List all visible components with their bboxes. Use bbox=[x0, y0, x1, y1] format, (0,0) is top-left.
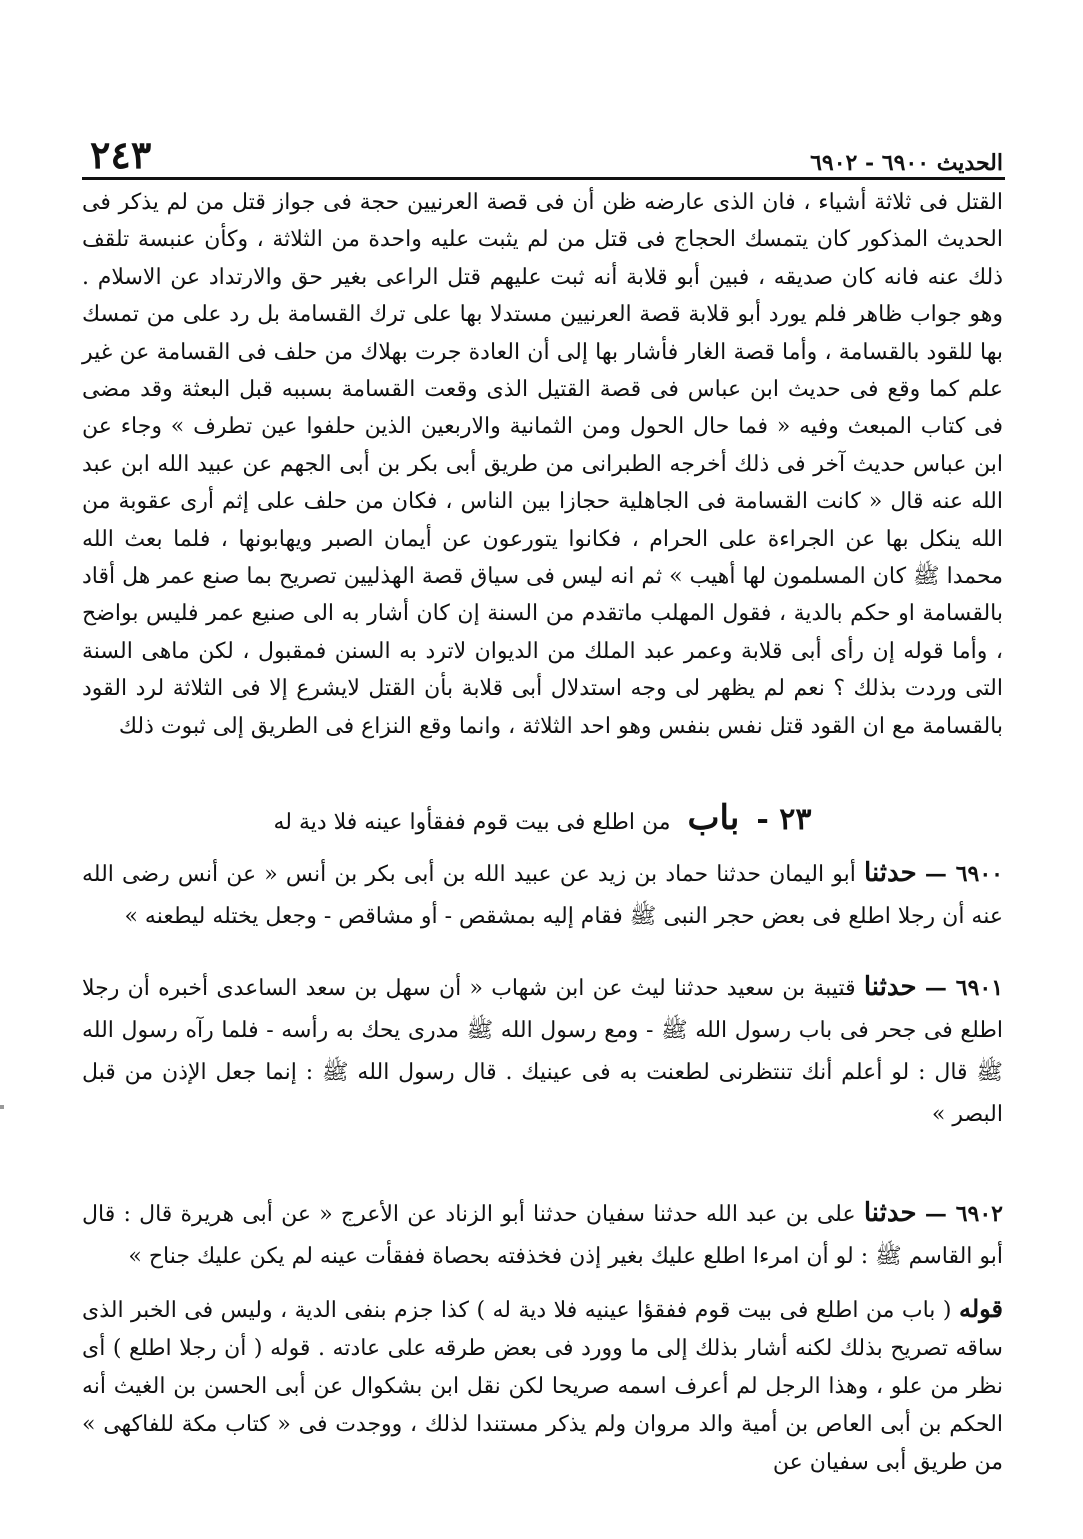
commentary-paragraph-bottom bbox=[82, 1290, 1003, 1482]
hadith-haddathana: حدثنا bbox=[863, 1198, 917, 1228]
hadith-number: ٦٩٠٢ — bbox=[924, 1201, 1003, 1227]
commentary-paragraph-top: القتل فى ثلاثة أشياء ، فان الذى عارضه ظن أن فى قصة العرنيين حجة فى جواز قتل من لم يذكر فى الحديث المذكور كان يتمسك الحجاج فى قتل من لم يثبت عليه واحدة من الثلاثة ، وكأن عنبسة تلقف ذلك عنه فانه كان صديقه ، فبين أبو قلابة أنه ثبت عليهم قتل الراعى بغير حق والارتداد عن الاسلام . وهو جواب ظاهر فلم يورد أبو قلابة قصة العرنيين مستدلا بها على ترك القسامة بل رد على من تمسك بها للقود بالقسامة ، وأما قصة الغار فأشار بها إلى أن العادة جرت بهلاك من حلف فى القسامة عن غير علم كما وقع فى حديث ابن عباس فى قصة القتيل الذى وقعت القسامة بسببه قبل البعثة وقد مضى فى كتاب المبعث وفيه « فما حال الحول ومن الثمانية والاربعين الذين حلفوا عين تطرف » وجاء عن ابن عباس حديث آخر فى ذلك أخرجه الطبرانى من طريق أبى بكر بن أبى الجهم عن عبيد الله ابن عبد الله عنه قال « كانت القسامة فى الجاهلية حجازا بين الناس ، فكان من حلف على إثم أرى عقوبة من الله ينكل بها عن الجراءة على الحرام ، فكانوا يتورعون عن أيمان الصبر ويهابونها ، فلما بعث الله محمدا ﷺ كان المسلمون لها أهيب » ثم انه ليس فى سياق قصة الهذليين تصريح بما صنع عمر هل أقاد بالقسامة او حكم بالدية ، فقول المهلب ماتقدم من السنة إن كان أشار به الى صنيع عمر فليس بواضح ، وأما قوله إن رأى أبى قلابة وعمر عبد الملك من الديوان لاترد به السنن فمقبول ، لكن ماهى السنة التى وردت بذلك ؟ نعم لم يظهر لى وجه استدلال أبى قلابة بأن القتل لايشرع إلا فى الثلاثة لرد القود بالقسامة مع ان القود قتل نفس بنفس وهو احد الثلاثة ، وانما وقع النزاع فى الطريق إلى ثبوت ذلك bbox=[82, 190, 1004, 739]
hadith-haddathana: حدثنا bbox=[863, 972, 917, 1002]
hadith-number: ٦٩٠١ — bbox=[924, 975, 1004, 1001]
hadith-6902 bbox=[82, 1192, 1003, 1278]
hadith-text: قتيبة بن سعيد حدثنا ليث عن ابن شهاب « أن سهل بن سعد الساعدى أخبره أن رجلا اطلع فى جحر فى باب رسول الله ﷺ - ومع رسول الله ﷺ مدرى يحك به رأسه - فلما رآه رسول الله ﷺ قال : لو أعلم أنك تنتظرنى لطعنت به فى عينيك . قال رسول الله ﷺ : إنما جعل الإذن من قبل البصر » bbox=[82, 976, 1003, 1127]
page-header bbox=[90, 128, 1003, 177]
running-head: الحديث ٦٩٠٠ - ٦٩٠٢ bbox=[810, 150, 1003, 176]
hadith-text: أبو اليمان حدثنا حماد بن زيد عن عبيد الله بن أبى بكر بن أنس « عن أنس رضى الله عنه أن رجلا اطلع فى بعض حجر النبى ﷺ فقام إليه بمشقص - أو مشاقص - وجعل يختله ليطعنه » bbox=[82, 862, 1003, 929]
page-number: ٢٤٣ bbox=[90, 132, 152, 177]
qawluhu-marker: قوله bbox=[958, 1294, 1004, 1323]
header-rule bbox=[82, 177, 1005, 180]
margin-mark bbox=[0, 1105, 4, 1109]
chapter-heading bbox=[82, 798, 1003, 843]
hadith-6901 bbox=[82, 966, 1003, 1136]
chapter-bab: باب bbox=[687, 798, 740, 838]
hadith-haddathana: حدثنا bbox=[864, 858, 917, 888]
chapter-title: من اطلع فى بيت قوم ففقأوا عينه فلا دية له bbox=[273, 810, 671, 835]
hadith-text: على بن عبد الله حدثنا سفيان حدثنا أبو الزناد عن الأعرج « عن أبى هريرة قال : قال أبو القاسم ﷺ : لو أن امرءا اطلع عليك بغير إذن فخذفته بحصاة ففقأت عينه لم يكن عليك جناح » bbox=[82, 1202, 1003, 1269]
chapter-number: ٢٣ - bbox=[756, 802, 812, 837]
hadith-6900 bbox=[82, 852, 1003, 938]
commentary-text: ( باب من اطلع فى بيت قوم ففقؤا عينيه فلا دية له ) كذا جزم بنفى الدية ، وليس فى الخبر الذى ساقه تصريح بذلك لكنه أشار بذلك إلى ما وورد فى بعض طرقه على عادته . قوله ( أن رجلا اطلع ) أى نظر من علو ، وهذا الرجل لم أعرف اسمه صريحا لكن نقل ابن بشكوال عن أبى الحسن بن الغيث أنه الحكم بن أبى العاص بن أمية والد مروان ولم يذكر مستندا لذلك ، ووجدت فى « كتاب مكة للفاكهى » من طريق أبى سفيان عن bbox=[82, 1298, 1003, 1475]
hadith-number: ٦٩٠٠ — bbox=[924, 861, 1003, 887]
